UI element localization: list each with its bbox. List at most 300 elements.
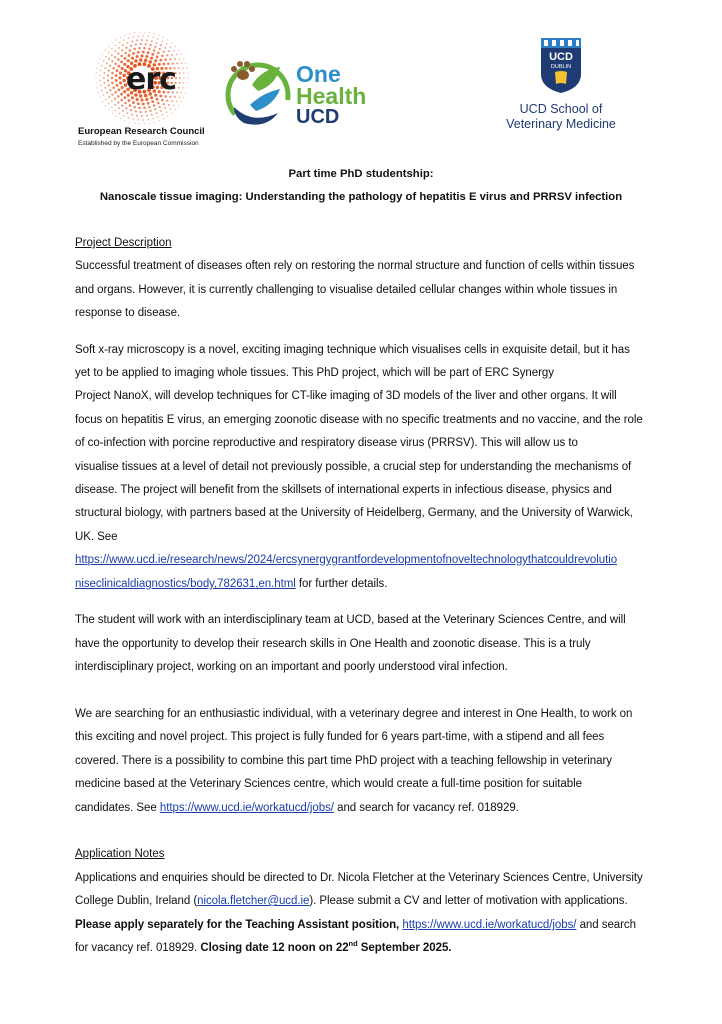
erc-burst-dot [145, 111, 147, 113]
erc-burst-dot [154, 33, 155, 34]
erc-burst-dot [98, 63, 99, 64]
erc-burst-dot [179, 77, 181, 79]
erc-burst-dot [139, 123, 140, 124]
p2-line: disease. The project will benefit from the skillsets of international experts in infectious disease, physics and [75, 484, 612, 496]
erc-burst-dot [168, 50, 170, 52]
app-line2-suffix: ). Please submit a CV and letter of motivation with applications. [309, 895, 628, 907]
erc-burst-dot [183, 72, 185, 74]
erc-burst-dot [171, 112, 172, 113]
erc-burst-dot [135, 110, 137, 112]
erc-burst-dot [109, 89, 111, 91]
p4-line: We are searching for an enthusiastic individual, with a veterinary degree and interest in One Health, to work on [75, 708, 633, 720]
erc-burst-dot [151, 53, 154, 56]
erc-burst-dot [175, 46, 176, 47]
erc-burst-dot [119, 81, 122, 84]
erc-burst-dot [118, 47, 120, 49]
erc-burst-dot [108, 70, 110, 72]
erc-burst-dot [175, 109, 176, 110]
p2-line: structural biology, with partners based at the University of Heidelberg, Germany, and the University of Warwick, [75, 507, 633, 519]
erc-burst-dot [114, 91, 117, 94]
erc-burst-dot [103, 60, 105, 62]
erc-burst-dot [156, 42, 158, 44]
erc-burst-dot [157, 52, 160, 55]
erc-burst-dot [119, 113, 121, 115]
erc-burst-dot [122, 44, 124, 46]
application-notes-heading: Application Notes [75, 848, 165, 860]
erc-burst-dot [107, 79, 109, 81]
erc-burst-dot [136, 39, 138, 41]
p3-line: interdisciplinary project, working on an important and poorly understood viral infection. [75, 661, 508, 673]
closing-date-part2: September 2025. [357, 942, 452, 954]
erc-burst-dot [161, 99, 164, 102]
erc-burst-dot [100, 97, 101, 98]
erc-burst-dot [96, 87, 97, 88]
erc-burst-dot [163, 51, 165, 53]
erc-burst-dot [102, 101, 103, 102]
erc-burst-dot [103, 72, 105, 74]
erc-burst-dot [158, 120, 159, 121]
closing-date [200, 939, 452, 954]
app-line1: Applications and enquiries should be directed to Dr. Nicola Fletcher at the Veterinary Sciences Centre, University [75, 872, 643, 884]
erc-burst-dot [157, 102, 160, 105]
erc-burst-dot [145, 43, 147, 45]
app-line3 [75, 919, 636, 931]
erc-burst-dot [106, 63, 108, 65]
erc-burst-dot [100, 58, 101, 59]
erc-burst-dot [145, 55, 148, 58]
erc-burst-dot [112, 112, 113, 113]
erc-burst-dot [178, 105, 179, 106]
erc-burst-dot [143, 107, 146, 110]
erc-burst-dot [120, 37, 121, 38]
erc-burst-dot [176, 63, 178, 65]
erc-burst-dot [108, 58, 110, 60]
erc-name: European Research Council [78, 126, 205, 137]
erc-burst-dot [187, 82, 188, 83]
erc-burst-dot [157, 38, 159, 40]
erc-burst-dot [154, 122, 155, 123]
erc-burst-dot [144, 31, 145, 32]
erc-burst-dot [146, 39, 148, 41]
ucd-shield-icon [539, 36, 583, 94]
p3-line: The student will work with an interdisciplinary team at UCD, based at the Veterinary Sciences Centre, and will [75, 614, 626, 626]
erc-burst-dot [173, 50, 175, 52]
erc-burst-dot [96, 82, 97, 83]
erc-burst-dot [178, 87, 180, 89]
p2-line: Project NanoX, will develop techniques for CT-like imaging of 3D models of the liver and other organs. It will [75, 390, 617, 402]
erc-burst-dot [98, 92, 99, 93]
erc-burst-dot [171, 54, 173, 56]
erc-burst-dot [183, 97, 184, 98]
erc-burst-dot [150, 44, 152, 46]
one-health-logo [222, 55, 387, 135]
p4-line: covered. There is a possibility to combine this part time PhD project with a teaching fellowship in veterinary [75, 755, 612, 767]
erc-burst-dot [166, 43, 168, 45]
erc-burst-dot [120, 118, 121, 119]
erc-burst-dot [99, 80, 101, 82]
erc-burst-dot [100, 70, 102, 72]
erc-burst-dot [147, 36, 149, 38]
erc-burst-dot [117, 88, 120, 91]
erc-burst-dot [111, 48, 113, 50]
erc-burst-dot [101, 89, 103, 91]
erc-burst-dot [116, 115, 117, 116]
p1-line: and organs. However, it is currently challenging to visualise detailed cellular changes within whole tissues in [75, 284, 618, 296]
erc-burst-dot [115, 79, 118, 82]
erc-burst-dot [182, 67, 184, 69]
contact-email-link[interactable]: nicola.fletcher@ucd.ie [197, 895, 310, 907]
erc-burst-dot [156, 55, 159, 58]
erc-burst-dot [179, 58, 181, 60]
erc-burst-dot [119, 42, 121, 44]
erc-burst-dot [157, 116, 159, 118]
erc-burst-dot [133, 48, 136, 51]
erc-burst-dot [128, 54, 131, 57]
erc-burst-dot [118, 107, 120, 109]
erc-burst-dot [151, 40, 153, 42]
erc-burst-dot [147, 119, 149, 121]
erc-burst-dot [171, 42, 172, 43]
erc-burst-dot [183, 58, 184, 59]
erc-burst-dot [106, 92, 108, 94]
erc-burst-dot [103, 94, 105, 96]
erc-burst-dot [116, 39, 117, 40]
closing-date-sup: nd [348, 939, 358, 949]
erc-burst-dot [125, 107, 127, 109]
p2-line: yet to be applied to imaging whole tissues. This PhD project, which will be part of ERC Synergy [75, 367, 554, 379]
erc-burst-dot [103, 82, 105, 84]
erc-burst-dot [116, 69, 119, 72]
erc-burst-dot [166, 111, 168, 113]
erc-burst-dot [120, 99, 123, 102]
erc-burst-dot [146, 115, 148, 117]
erc-burst-dot [167, 115, 168, 116]
erc-burst-dot [154, 46, 156, 48]
erc-burst-dot [181, 101, 182, 102]
erc-burst-dot [143, 47, 146, 50]
erc-burst-dot [178, 50, 179, 51]
erc-burst-dot [174, 58, 176, 60]
erc-burst-dot [152, 37, 154, 39]
erc-burst-dot [153, 49, 156, 52]
erc-burst-dot [164, 107, 166, 109]
erc-burst-dot [105, 99, 107, 101]
app-line4-prefix: for vacancy ref. 018929. [75, 942, 201, 954]
erc-burst-dot [131, 57, 134, 60]
p2-line: of co-infection with porcine reproductive and respiratory disease virus (PRRSV). This will allow us to [75, 437, 578, 449]
erc-burst-dot [164, 58, 167, 61]
erc-burst-dot [141, 115, 143, 117]
erc-burst-dot [108, 52, 110, 54]
erc-burst-dot [127, 42, 129, 44]
one-health-text-one: One [296, 61, 341, 87]
erc-burst-dot [102, 54, 103, 55]
erc-burst-dot [181, 92, 183, 94]
erc-burst-dot [114, 50, 116, 52]
erc-burst-dot [124, 102, 127, 105]
erc-burst-dot [148, 106, 151, 109]
erc-burst-dot [130, 109, 132, 111]
erc-burst-dot [137, 51, 140, 54]
erc-burst-dot [111, 94, 113, 96]
erc-burst-dot [142, 103, 145, 106]
erc-burst-dot [142, 35, 144, 37]
erc-burst-dot [152, 118, 154, 120]
erc-burst-dot [176, 92, 178, 94]
erc-burst-dot [181, 54, 182, 55]
erc-burst-dot [108, 46, 109, 47]
erc-burst-dot [162, 40, 164, 42]
erc-burst-dot [117, 65, 120, 68]
erc-burst-dot [129, 33, 130, 34]
erc-burst-dot [145, 98, 148, 101]
erc-burst-dot [187, 77, 188, 78]
erc-burst-dot [95, 77, 96, 78]
erc-burst-dot [168, 104, 170, 106]
erc-burst-dot [137, 119, 139, 121]
erc-burst-dot [133, 118, 135, 120]
erc-burst-dot [108, 109, 109, 110]
erc-burst-dot [164, 47, 166, 49]
project-description-heading: Project Description [75, 237, 172, 249]
erc-burst-dot [179, 96, 181, 98]
erc-burst-dot [176, 101, 178, 103]
erc-burst-dot [185, 92, 186, 93]
p2-line: focus on hepatitis E virus, an emerging zoonotic disease with no specific treatments and no vaccine, and the role [75, 414, 643, 426]
erc-burst-dot [124, 35, 125, 36]
erc-burst-dot [136, 115, 138, 117]
erc-burst-dot [131, 114, 133, 116]
erc-burst-dot [138, 47, 141, 50]
erc-burst-dot [120, 61, 123, 64]
jobs-link[interactable]: https://www.ucd.ie/workatucd/jobs/ [159, 802, 334, 814]
erc-burst-dot [147, 51, 150, 54]
erc-burst-dot [127, 112, 129, 114]
p2-line: visualise tissues at a level of detail not previously possible, a crucial step for understanding the mechanisms of [75, 461, 632, 473]
erc-burst-dot [107, 74, 109, 76]
doc-title-line1: Part time PhD studentship: [288, 168, 434, 180]
erc-burst-dot [140, 54, 143, 57]
erc-burst-dot [160, 110, 162, 112]
erc-burst-dot [133, 106, 136, 109]
erc-burst-dot [166, 100, 168, 102]
erc-burst-dot [112, 86, 115, 89]
erc-burst-dot [166, 54, 168, 56]
erc-burst-dot [120, 93, 123, 96]
erc-burst-dot [185, 63, 186, 64]
closing-date-part1: Closing date 12 noon on 22 [200, 942, 349, 954]
erc-burst-dot [124, 57, 127, 60]
ucd-shield-text: UCD [549, 51, 573, 63]
p4-last-suffix: and search for vacancy ref. 018929. [333, 802, 519, 814]
news-article-link[interactable]: https://www.ucd.ie/research/news/2024/ercsynergygrantfordevelopmentofnoveltechnologythatcouldrevolutio [75, 554, 618, 566]
one-health-mark-icon [222, 55, 292, 131]
erc-burst-dot [122, 110, 124, 112]
erc-burst-dot [118, 76, 121, 79]
erc-burst-dot [179, 82, 181, 84]
p1-line: Successful treatment of diseases often rely on restoring the normal structure and function of cells within tissues [75, 260, 635, 272]
erc-burst-dot [170, 108, 172, 110]
erc-burst-dot [140, 43, 142, 45]
news-link-line1[interactable] [75, 554, 617, 566]
erc-burst-dot [100, 85, 102, 87]
erc-burst-dot [160, 44, 162, 46]
erc-burst-dot [121, 67, 124, 70]
teaching-assistant-note: Please apply separately for the Teaching Assistant position, [75, 919, 403, 931]
erc-burst-dot [121, 105, 123, 107]
erc-burst-dot [111, 60, 113, 62]
one-health-text-health: Health [296, 83, 367, 109]
erc-burst-dot [156, 112, 158, 114]
erc-burst-dot [179, 72, 181, 74]
erc-burst-dot [96, 72, 97, 73]
erc-burst-dot [104, 87, 106, 89]
erc-burst-dot [129, 49, 132, 52]
erc-burst-dot [135, 43, 137, 45]
erc-burst-dot [109, 65, 111, 67]
erc-burst-dot [114, 56, 116, 58]
ucd-shield-subtext: DUBLIN [550, 64, 572, 70]
erc-burst-dot [129, 122, 130, 123]
ucd-school-line1: UCD School of [519, 102, 603, 116]
erc-burst-dot [129, 104, 132, 107]
erc-burst-dot [176, 54, 178, 56]
erc-burst-dot [187, 72, 188, 73]
erc-burst-dot [125, 47, 127, 49]
erc-burst-dot [117, 101, 119, 103]
erc-burst-dot [173, 105, 175, 107]
erc-burst-dot [186, 67, 187, 68]
erc-burst-dot [124, 120, 125, 121]
erc-burst-dot [115, 74, 118, 77]
erc-burst-dot [150, 57, 153, 60]
erc-burst-dot [115, 45, 117, 47]
erc-burst-dot [163, 103, 165, 105]
erc-burst-dot [136, 55, 139, 58]
erc-burst-dot [116, 84, 119, 87]
erc-burst-dot [151, 100, 154, 103]
erc-burst-dot [114, 62, 117, 65]
p4-last-line [75, 802, 519, 814]
p3-line: have the opportunity to develop their research skills in One Health and zoonotic disease. This is a truly [75, 638, 591, 650]
erc-burst-dot [117, 58, 120, 61]
erc-burst-dot [131, 40, 133, 42]
erc-burst-dot [117, 95, 120, 98]
erc-burst-dot [140, 111, 142, 113]
erc-burst-dot [105, 105, 106, 106]
erc-burst-dot [120, 55, 123, 58]
erc-burst-dot [141, 39, 143, 41]
erc-burst-dot [147, 102, 150, 105]
erc-burst-dot [123, 115, 125, 117]
erc-burst-dot [138, 107, 141, 110]
erc-burst-dot [99, 75, 101, 77]
erc-burst-dot [112, 67, 115, 70]
erc-burst-dot [142, 119, 144, 121]
p4-line: this exciting and novel project. This project is fully funded for 6 years part-time, with a stipend and all fees [75, 731, 605, 743]
jobs-link-2[interactable]: https://www.ucd.ie/workatucd/jobs/ [402, 919, 577, 931]
erc-burst-dot [163, 37, 164, 38]
erc-burst-dot [169, 58, 171, 60]
erc-burst-dot [161, 55, 164, 58]
erc-burst-dot [148, 48, 151, 51]
erc-burst-dot [105, 56, 107, 58]
erc-burst-dot [121, 49, 123, 51]
erc-burst-dot [128, 117, 130, 119]
p2-line: UK. See [75, 531, 118, 543]
erc-burst-dot [117, 52, 119, 54]
erc-burst-dot [111, 77, 114, 80]
ucd-school-logo [500, 36, 630, 136]
erc-logo-text: erc [126, 62, 176, 97]
erc-burst-dot [111, 72, 114, 75]
news-article-link-cont[interactable]: niseclinicaldiagnostics/body,782631,en.html [75, 578, 296, 590]
erc-burst-dot [186, 87, 187, 88]
erc-burst-dot [163, 118, 164, 119]
erc-burst-dot [119, 72, 122, 75]
erc-burst-dot [140, 98, 143, 101]
erc-burst-dot [130, 45, 132, 47]
app-line3-suffix: and search [576, 919, 636, 931]
erc-burst-dot [96, 67, 97, 68]
news-link-line2 [75, 578, 387, 590]
erc-burst-dot [132, 101, 135, 104]
p2-line: Soft x-ray microscopy is a novel, exciting imaging technique which visualises cells in exquisite detail, but it has [75, 344, 630, 356]
erc-burst-dot [108, 96, 110, 98]
erc-burst-dot [159, 106, 161, 108]
erc-burst-dot [123, 39, 125, 41]
erc-burst-dot [124, 52, 127, 55]
erc-burst-dot [178, 67, 180, 69]
erc-burst-dot [114, 98, 116, 100]
erc-burst-dot [111, 82, 114, 85]
erc-burst-dot [139, 31, 140, 32]
erc-logo [74, 30, 214, 150]
erc-burst-dot [151, 114, 153, 116]
erc-burst-dot [114, 104, 116, 106]
erc-burst-dot [144, 123, 145, 124]
erc-burst-dot [111, 100, 113, 102]
erc-burst-dot [137, 102, 140, 105]
erc-burst-dot [150, 110, 152, 112]
erc-burst-dot [171, 100, 173, 102]
erc-burst-dot [132, 52, 135, 55]
erc-burst-dot [105, 50, 106, 51]
erc-burst-dot [133, 36, 135, 38]
erc-burst-dot [142, 51, 145, 54]
erc-burst-dot [149, 123, 150, 124]
erc-burst-dot [103, 77, 105, 79]
erc-burst-dot [170, 46, 172, 48]
app-line4 [75, 939, 452, 954]
erc-burst-dot [115, 110, 117, 112]
erc-burst-dot [108, 84, 110, 86]
p4-last-prefix: candidates. See [75, 802, 160, 814]
erc-subtitle: Established by the European Commission [78, 140, 199, 147]
erc-burst-dot [149, 32, 150, 33]
erc-burst-dot [121, 86, 124, 89]
erc-burst-dot [128, 99, 131, 102]
erc-burst-dot [159, 48, 161, 50]
erc-burst-dot [182, 87, 184, 89]
erc-burst-dot [137, 35, 139, 37]
erc-burst-dot [111, 54, 113, 56]
erc-burst-dot [154, 108, 156, 110]
erc-burst-dot [183, 82, 185, 84]
erc-burst-dot [101, 65, 103, 67]
erc-burst-dot [156, 98, 159, 101]
erc-burst-dot [134, 123, 135, 124]
